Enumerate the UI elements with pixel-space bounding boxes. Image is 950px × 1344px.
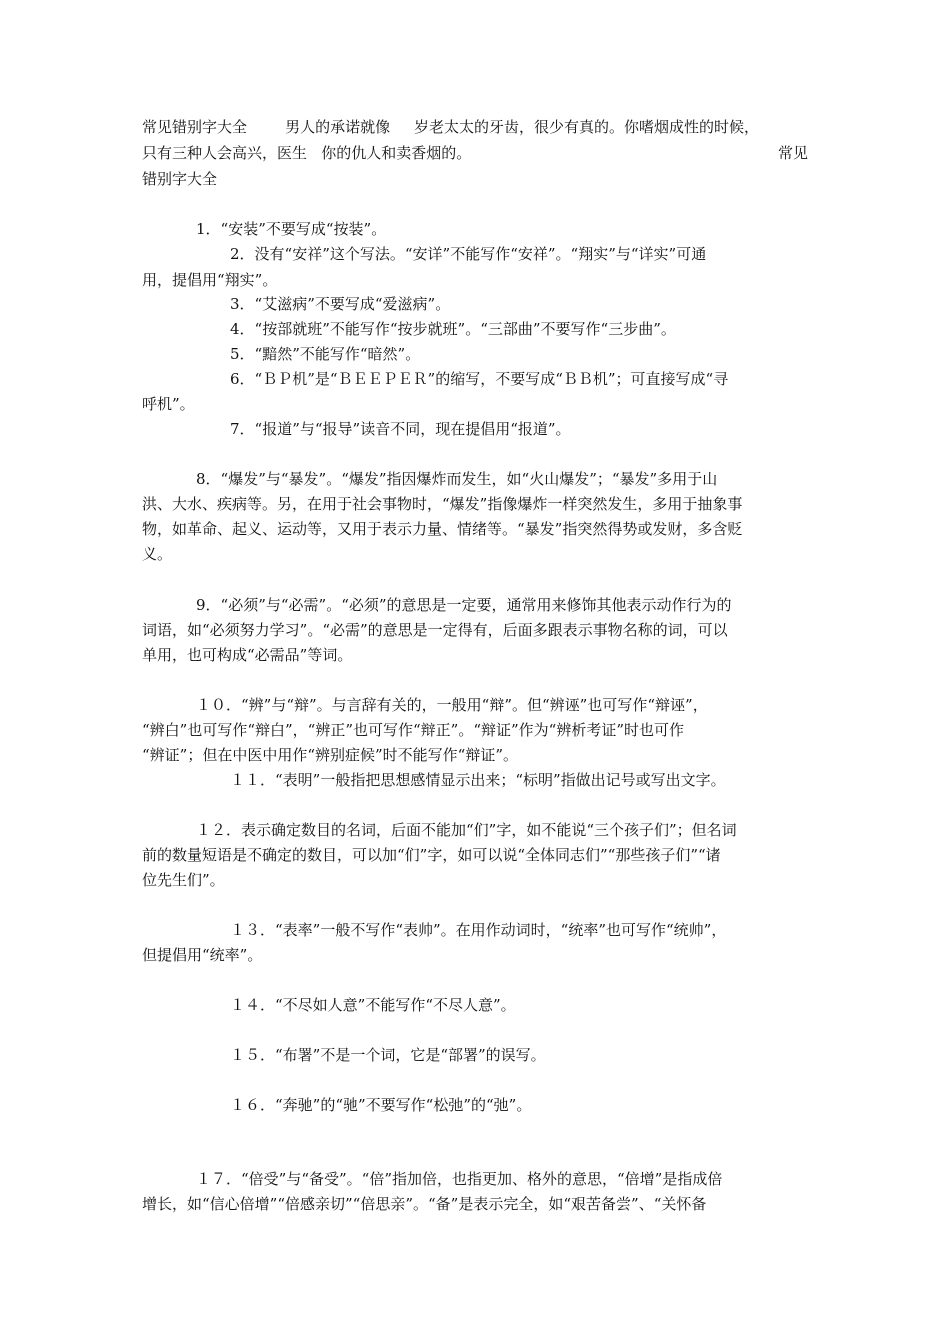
header-line: 只有三种人会高兴，医生 你的仇人和卖香烟的。 [142, 144, 472, 162]
item-9-cont: 词语，如“必须努力学习”。“必需”的意思是一定得有，后面多跟表示事物名称的词，可以 [142, 621, 728, 639]
item-16: １６．“奔驰”的“驰”不要写作“松弛”的“弛”。 [230, 1096, 532, 1114]
item-2-cont: 用，提倡用“翔实”。 [142, 271, 278, 289]
item-17-cont: 增长，如“信心倍增”“倍感亲切”“倍思亲”。“备”是表示完全，如“艰苦备尝”、“关怀备 [142, 1195, 707, 1213]
item-7: 7．“报道”与“报导”读音不同，现在提倡用“报道”。 [230, 420, 571, 438]
item-17: １７．“倍受”与“备受”。“倍”指加倍，也指更加、格外的意思，“倍增”是指成倍 [196, 1170, 723, 1188]
item-8-cont: 洪、大水、疾病等。另，在用于社会事物时，“爆发”指像爆炸一样突然发生，多用于抽象事 [142, 495, 743, 513]
header-line: 常见 [778, 144, 809, 162]
item-8-cont: 物，如革命、起义、运动等，又用于表示力量、情绪等。“暴发”指突然得势或发财，多含贬 [142, 520, 743, 538]
item-2: 2．没有“安祥”这个写法。“安详”不能写作“安祥”。“翔实”与“详实”可通 [230, 245, 707, 263]
item-10: １０．“辨”与“辩”。与言辞有关的，一般用“辩”。但“辨诬”也可写作“辩诬”， [196, 696, 708, 714]
item-6: 6．“ＢＰ机”是“ＢＥＥＰＥＲ”的缩写，不要写成“ＢＢ机”；可直接写成“寻 [230, 370, 729, 388]
header-line: 常见错别字大全 男人的承诺就像 岁老太太的牙齿，很少有真的。你嗜烟成性的时候， [142, 118, 759, 136]
item-3: 3．“艾滋病”不要写成“爱滋病”。 [230, 295, 451, 313]
item-9-cont: 单用，也可构成“必需品”等词。 [142, 646, 353, 664]
header-line: 错别字大全 [142, 170, 218, 188]
item-13-cont: 但提倡用“统率”。 [142, 946, 263, 964]
item-9: 9．“必须”与“必需”。“必须”的意思是一定要，通常用来修饰其他表示动作行为的 [196, 596, 732, 614]
item-13: １３．“表率”一般不写作“表帅”。在用作动词时，“统率”也可写作“统帅”， [230, 921, 727, 939]
item-1: 1．“安装”不要写成“按装”。 [196, 220, 387, 238]
item-4: 4．“按部就班”不能写作“按步就班”。“三部曲”不要写作“三步曲”。 [230, 320, 676, 338]
item-5: 5．“黯然”不能写作“暗然”。 [230, 345, 421, 363]
item-12: １２．表示确定数目的名词，后面不能加“们”字，如不能说“三个孩子们”；但名词 [196, 821, 737, 839]
item-11: １１．“表明”一般指把思想感情显示出来；“标明”指做出记号或写出文字。 [230, 771, 726, 789]
item-12-cont: 位先生们”。 [142, 871, 225, 889]
item-10-cont: “辨白”也可写作“辩白”，“辨正”也可写作“辩正”。“辩证”作为“辨析考证”时也可作 [142, 721, 685, 739]
item-8: 8．“爆发”与“暴发”。“爆发”指因爆炸而发生，如“火山爆发”；“暴发”多用于山 [196, 470, 718, 488]
item-14: １４．“不尽如人意”不能写作“不尽人意”。 [230, 996, 516, 1014]
item-12-cont: 前的数量短语是不确定的数目，可以加“们”字，如可以说“全体同志们”“那些孩子们”“诸 [142, 846, 721, 864]
item-15: １５．“布署”不是一个词，它是“部署”的误写。 [230, 1046, 546, 1064]
item-8-cont: 义。 [142, 545, 173, 563]
item-6-cont: 呼机”。 [142, 395, 195, 413]
item-10-cont: “辨证”；但在中医中用作“辨别症候”时不能写作“辩证”。 [142, 746, 519, 764]
